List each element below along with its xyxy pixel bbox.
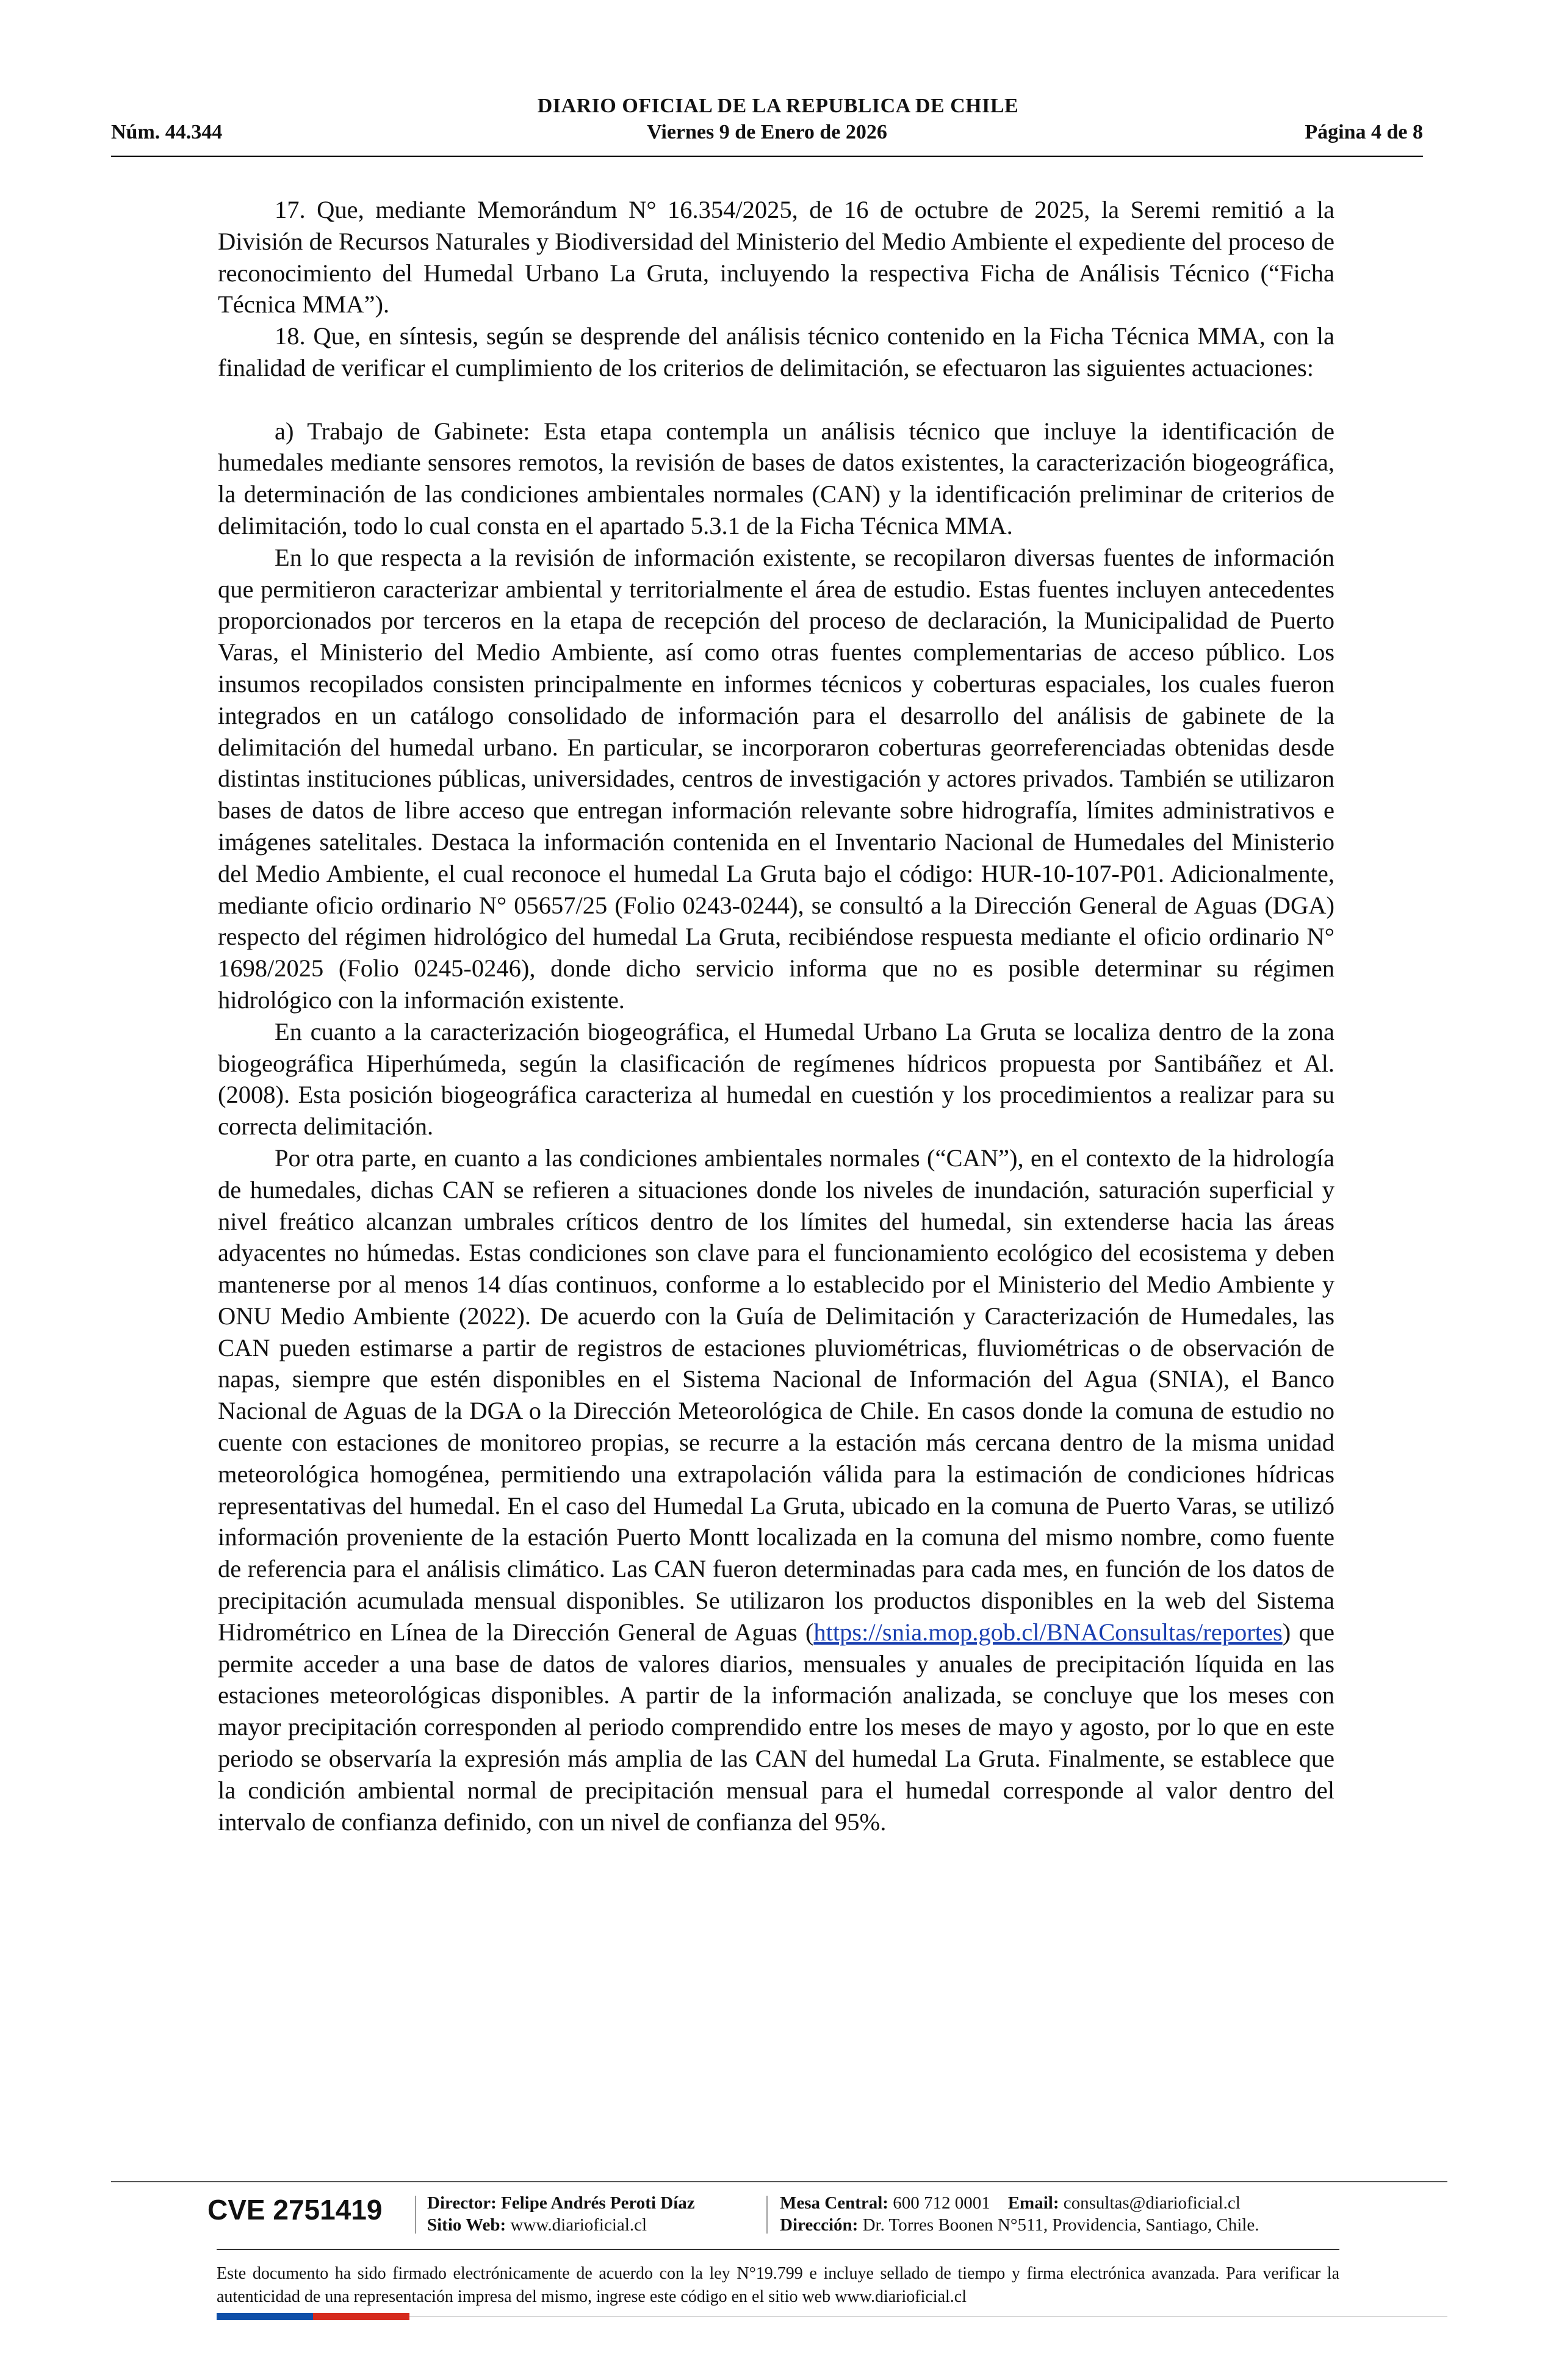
footer-divider-top	[111, 2181, 1447, 2182]
paragraph-informacion-existente: En lo que respecta a la revisión de información existente, se recopilaron diversas fuentes de información que permitieron caracterizar ambiental y territorialmente el área de estudio. Estas fuentes incluyen antecedentes proporcionados por terceros en la etapa de recepción del proceso de declaración, la Municipalidad de Puerto Varas, el Ministerio del Medio Ambiente, así como otras fuentes complementarias de acceso público. Los insumos recopilados consisten principalmente en informes técnicos y coberturas espaciales, los cuales fueron integrados en un catálogo consolidado de información para el desarrollo del análisis de gabinete de la delimitación del humedal urbano. En particular, se incorporaron coberturas georreferenciadas obtenidas desde distintas instituciones públicas, universidades, centros de investigación y actores privados. También se utilizaron bases de datos de libre acceso que entregan información relevante sobre hidrografía, límites administrativos e imágenes satelitales. Destaca la información contenida en el Inventario Nacional de Humedales del Ministerio del Medio Ambiente, el cual reconoce el humedal La Gruta bajo el código: HUR-10-107-P01. Adicionalmente, mediante oficio ordinario N° 05657/25 (Folio 0243-0244), se consultó a la Dirección General de Aguas (DGA) respecto del régimen hidrológico del humedal La Gruta, recibiéndose respuesta mediante el oficio ordinario N° 1698/2025 (Folio 0245-0246), donde dicho servicio informa que no es posible determinar su régimen hidrológico con la información existente.	[218, 543, 1334, 1014]
cve-code: CVE 2751419	[207, 2194, 383, 2226]
can-text-before-link: Por otra parte, en cuanto a las condiciones ambientales normales (“CAN”), en el contexto de la hidrología de humedales, dichas CAN se refieren a situaciones donde los niveles de inundación, saturación superficial y nivel freático alcanzan umbrales críticos dentro de los límites del humedal, sin extenderse hacia las áreas adyacentes no húmedas. Estas condiciones son clave para el funcionamiento ecológico del ecosistema y deben mantenerse por al menos 14 días continuos, conforme a lo establecido por el Ministerio del Medio Ambiente y ONU Medio Ambiente (2022). De acuerdo con la Guía de Delimitación y Caracterización de Humedales, las CAN pueden estimarse a partir de registros de estaciones pluviométricas, fluviométricas o de observación de napas, siempre que estén disponibles en el Sistema Nacional de Información del Agua (SNIA), el Banco Nacional de Aguas de la DGA o la Dirección Meteorológica de Chile. En casos donde la comuna de estudio no cuente con estaciones de monitoreo propias, se recurre a la estación más cercana dentro de la misma unidad meteorológica homogénea, permitiendo una extrapolación válida para la estimación de condiciones hídricas representativas del humedal. En el caso del Humedal La Gruta, ubicado en la comuna de Puerto Varas, se utilizó información proveniente de la estación Puerto Montt localizada en la comuna del mismo nombre, como fuente de referencia para el análisis climático. Las CAN fueron determinadas para cada mes, en función de los datos de precipitación acumulada mensual disponibles. Se utilizaron los productos disponibles en la web del Sistema Hidrométrico en Línea de la Dirección General de Aguas (	[218, 1144, 1334, 1646]
footer-bottom-line	[409, 2316, 1447, 2317]
director-label: Director:	[427, 2193, 497, 2213]
director-name: Felipe Andrés Peroti Díaz	[501, 2193, 695, 2213]
email-address[interactable]: consultas@diarioficial.cl	[1063, 2193, 1241, 2213]
address-text: Dr. Torres Boonen N°511, Providencia, Santiago, Chile.	[862, 2215, 1259, 2235]
website-label: Sitio Web:	[427, 2215, 506, 2235]
document-body	[218, 194, 1334, 1837]
footer-separator	[415, 2196, 416, 2234]
snia-link[interactable]: https://snia.mop.gob.cl/BNAConsultas/reportes	[813, 1618, 1283, 1646]
footer-separator	[766, 2196, 768, 2234]
paragraph-a-gabinete: a) Trabajo de Gabinete: Esta etapa contempla un análisis técnico que incluye la identificación de humedales mediante sensores remotos, la revisión de bases de datos existentes, la caracterización biogeográfica, la determinación de las condiciones ambientales normales (CAN) y la identificación preliminar de criterios de delimitación, todo lo cual consta en el apartado 5.3.1 de la Ficha Técnica MMA.	[218, 417, 1334, 539]
issue-date: Viernes 9 de Enero de 2026	[647, 121, 887, 143]
phone-label: Mesa Central:	[780, 2193, 888, 2213]
can-text-after-link: ) que permite acceder a una base de datos de valores diarios, mensuales y anuales de precipitación líquida en las estaciones meteorológicas disponibles. A partir de la información analizada, se concluye que los meses con mayor precipitación corresponden al periodo comprendido entre los meses de mayo y agosto, por lo que en este periodo se observaría la expresión más amplia de las CAN del humedal La Gruta. Finalmente, se establece que la condición ambiental normal de precipitación mensual para el humedal corresponde al valor dentro del intervalo de confianza definido, con un nivel de confianza del 95%.	[218, 1618, 1334, 1836]
flag-red-segment	[313, 2313, 409, 2320]
page-indicator: Página 4 de 8	[1305, 121, 1423, 143]
issue-number: Núm. 44.344	[111, 121, 223, 143]
footer-info	[0, 2191, 1556, 2240]
newspaper-title: DIARIO OFICIAL DE LA REPUBLICA DE CHILE	[537, 95, 1019, 117]
paragraph-can	[218, 1142, 1334, 1838]
footer-divider-mid	[217, 2249, 1339, 2250]
phone-number: 600 712 0001	[893, 2193, 990, 2213]
website-url[interactable]: www.diarioficial.cl	[510, 2215, 647, 2235]
footer-director-column	[427, 2192, 695, 2236]
header-divider	[111, 156, 1423, 157]
paragraph-17: 17. Que, mediante Memorándum N° 16.354/2025, de 16 de octubre de 2025, la Seremi remitió a la División de Recursos Naturales y Biodiversidad del Ministerio del Medio Ambiente el expediente del proceso de reconocimiento del Humedal Urbano La Gruta, incluyendo la respectiva Ficha de Análisis Técnico (“Ficha Técnica MMA”).	[218, 196, 1334, 319]
paragraph-biogeografica: En cuanto a la caracterización biogeográfica, el Humedal Urbano La Gruta se localiza dentro de la zona biogeográfica Hiperhúmeda, según la clasificación de regímenes hídricos propuesta por Santibáñez et Al. (2008). Esta posición biogeográfica caracteriza al humedal en cuestión y los procedimientos a realizar para su correcta delimitación.	[218, 1017, 1334, 1141]
flag-blue-segment	[217, 2313, 313, 2320]
footer-contact-column	[780, 2192, 1259, 2236]
email-label: Email:	[1007, 2193, 1059, 2213]
paragraph-18: 18. Que, en síntesis, según se desprende del análisis técnico contenido en la Ficha Técnica MMA, con la finalidad de verificar el cumplimiento de los criterios de delimitación, se efectuaron las siguientes actuaciones:	[218, 322, 1334, 381]
address-label: Dirección:	[780, 2215, 859, 2235]
paragraph-spacer	[218, 384, 1334, 416]
chile-flag-stripe	[217, 2313, 409, 2320]
signature-disclaimer: Este documento ha sido firmado electrónicamente de acuerdo con la ley N°19.799 e incluye sellado de tiempo y firma electrónica avanzada. Para verificar la autenticidad de una representación impresa del mismo, ingrese este código en el sitio web www.diarioficial.cl	[217, 2264, 1339, 2306]
